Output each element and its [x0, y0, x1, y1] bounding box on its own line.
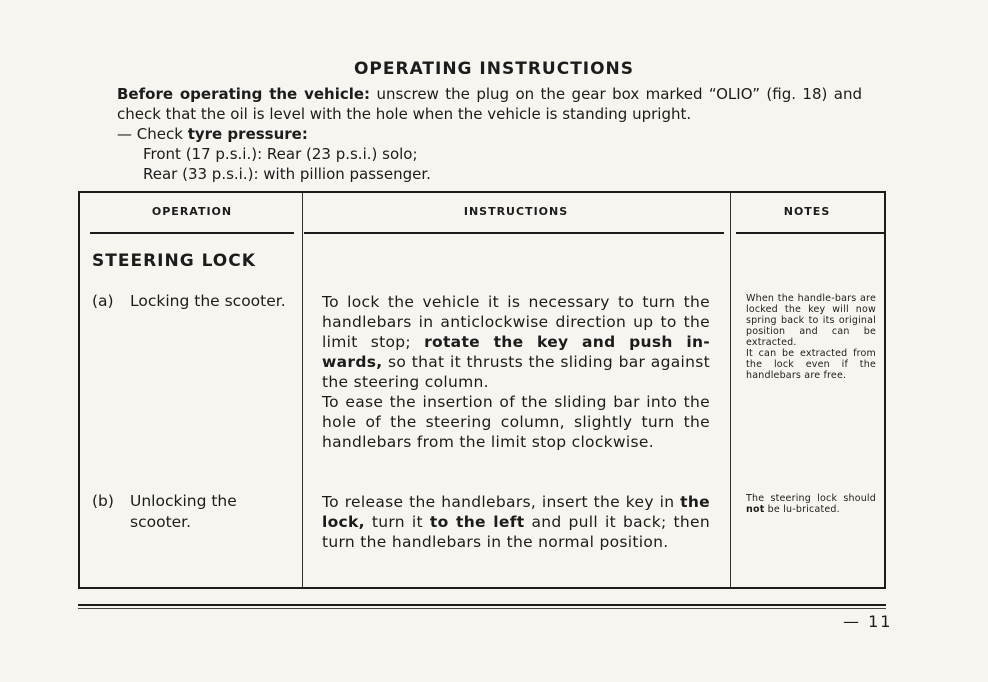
item-label: (b) [92, 492, 114, 510]
instr-bold: the lock, [322, 493, 710, 531]
page-number: — 11 [843, 612, 893, 631]
instr-text: and pull it back; then turn the handlebars in the normal position. [322, 513, 710, 551]
intro-lead-text: unscrew the plug on the gear box marked “OLIO” (fig. 18) and check that the oil is level with the hole when the vehicle is standing upright. [117, 85, 862, 123]
instruction-b [322, 492, 710, 552]
item-operation: Locking the scooter. [130, 292, 286, 310]
note-text: The steering lock should [746, 493, 876, 504]
instruction-a-paragraph-1 [322, 292, 710, 392]
section-title: STEERING LOCK [92, 251, 256, 271]
front-pressure: Front (17 p.s.i.): Rear (23 p.s.i.) solo; [143, 145, 418, 163]
note-a [746, 293, 876, 381]
item-label: (a) [92, 292, 114, 310]
note-bold: not [746, 504, 765, 515]
instruction-a-paragraph-2: To ease the insertion of the sliding bar into the hole of the steering column, slightly turn the handlebars from the limit stop clockwise. [322, 393, 710, 451]
check-prefix: — Check [117, 125, 188, 143]
header-instructions: INSTRUCTIONS [463, 205, 569, 218]
header-rule [90, 232, 294, 234]
rear-pressure: Rear (33 p.s.i.): with pillion passenger. [143, 165, 431, 183]
tyre-check-line [117, 124, 862, 144]
intro-paragraph [117, 84, 862, 124]
note-a-paragraph-2: It can be extracted from the lock even if the handlebars are free. [746, 348, 876, 381]
instruction-a [322, 292, 710, 452]
instr-text: so that it thrusts the sliding bar against the steering column. [322, 353, 710, 391]
header-rule [736, 232, 884, 234]
intro-block [117, 84, 862, 184]
header-rule [304, 232, 724, 234]
check-bold: tyre pressure: [187, 125, 308, 143]
note-b [746, 493, 876, 515]
item-operation: Unlocking the scooter. [130, 492, 237, 531]
note-text: be lu-bricated. [764, 504, 840, 515]
instr-bold: to the left [429, 513, 525, 531]
instructions-table [78, 191, 886, 589]
header-operation: OPERATION [151, 205, 233, 218]
page-title: OPERATING INSTRUCTIONS [353, 59, 635, 79]
instr-text: To lock the vehicle it is necessary to turn the handlebars in anticlockwise direction up to the limit stop; [322, 293, 710, 351]
header-notes: NOTES [783, 205, 831, 218]
instr-text: To release the handlebars, insert the key in [322, 493, 681, 511]
footer-rule [78, 608, 886, 609]
column-divider [302, 193, 303, 587]
instr-bold: rotate the key and push in-wards, [322, 333, 711, 371]
intro-lead-bold: Before operating the vehicle: [117, 85, 371, 103]
note-a-paragraph-1: When the handle-bars are locked the key will now spring back to its original position and can be extracted. [746, 293, 876, 348]
instr-text: turn it [364, 513, 430, 531]
footer-rule [78, 604, 886, 606]
column-divider [730, 193, 731, 587]
